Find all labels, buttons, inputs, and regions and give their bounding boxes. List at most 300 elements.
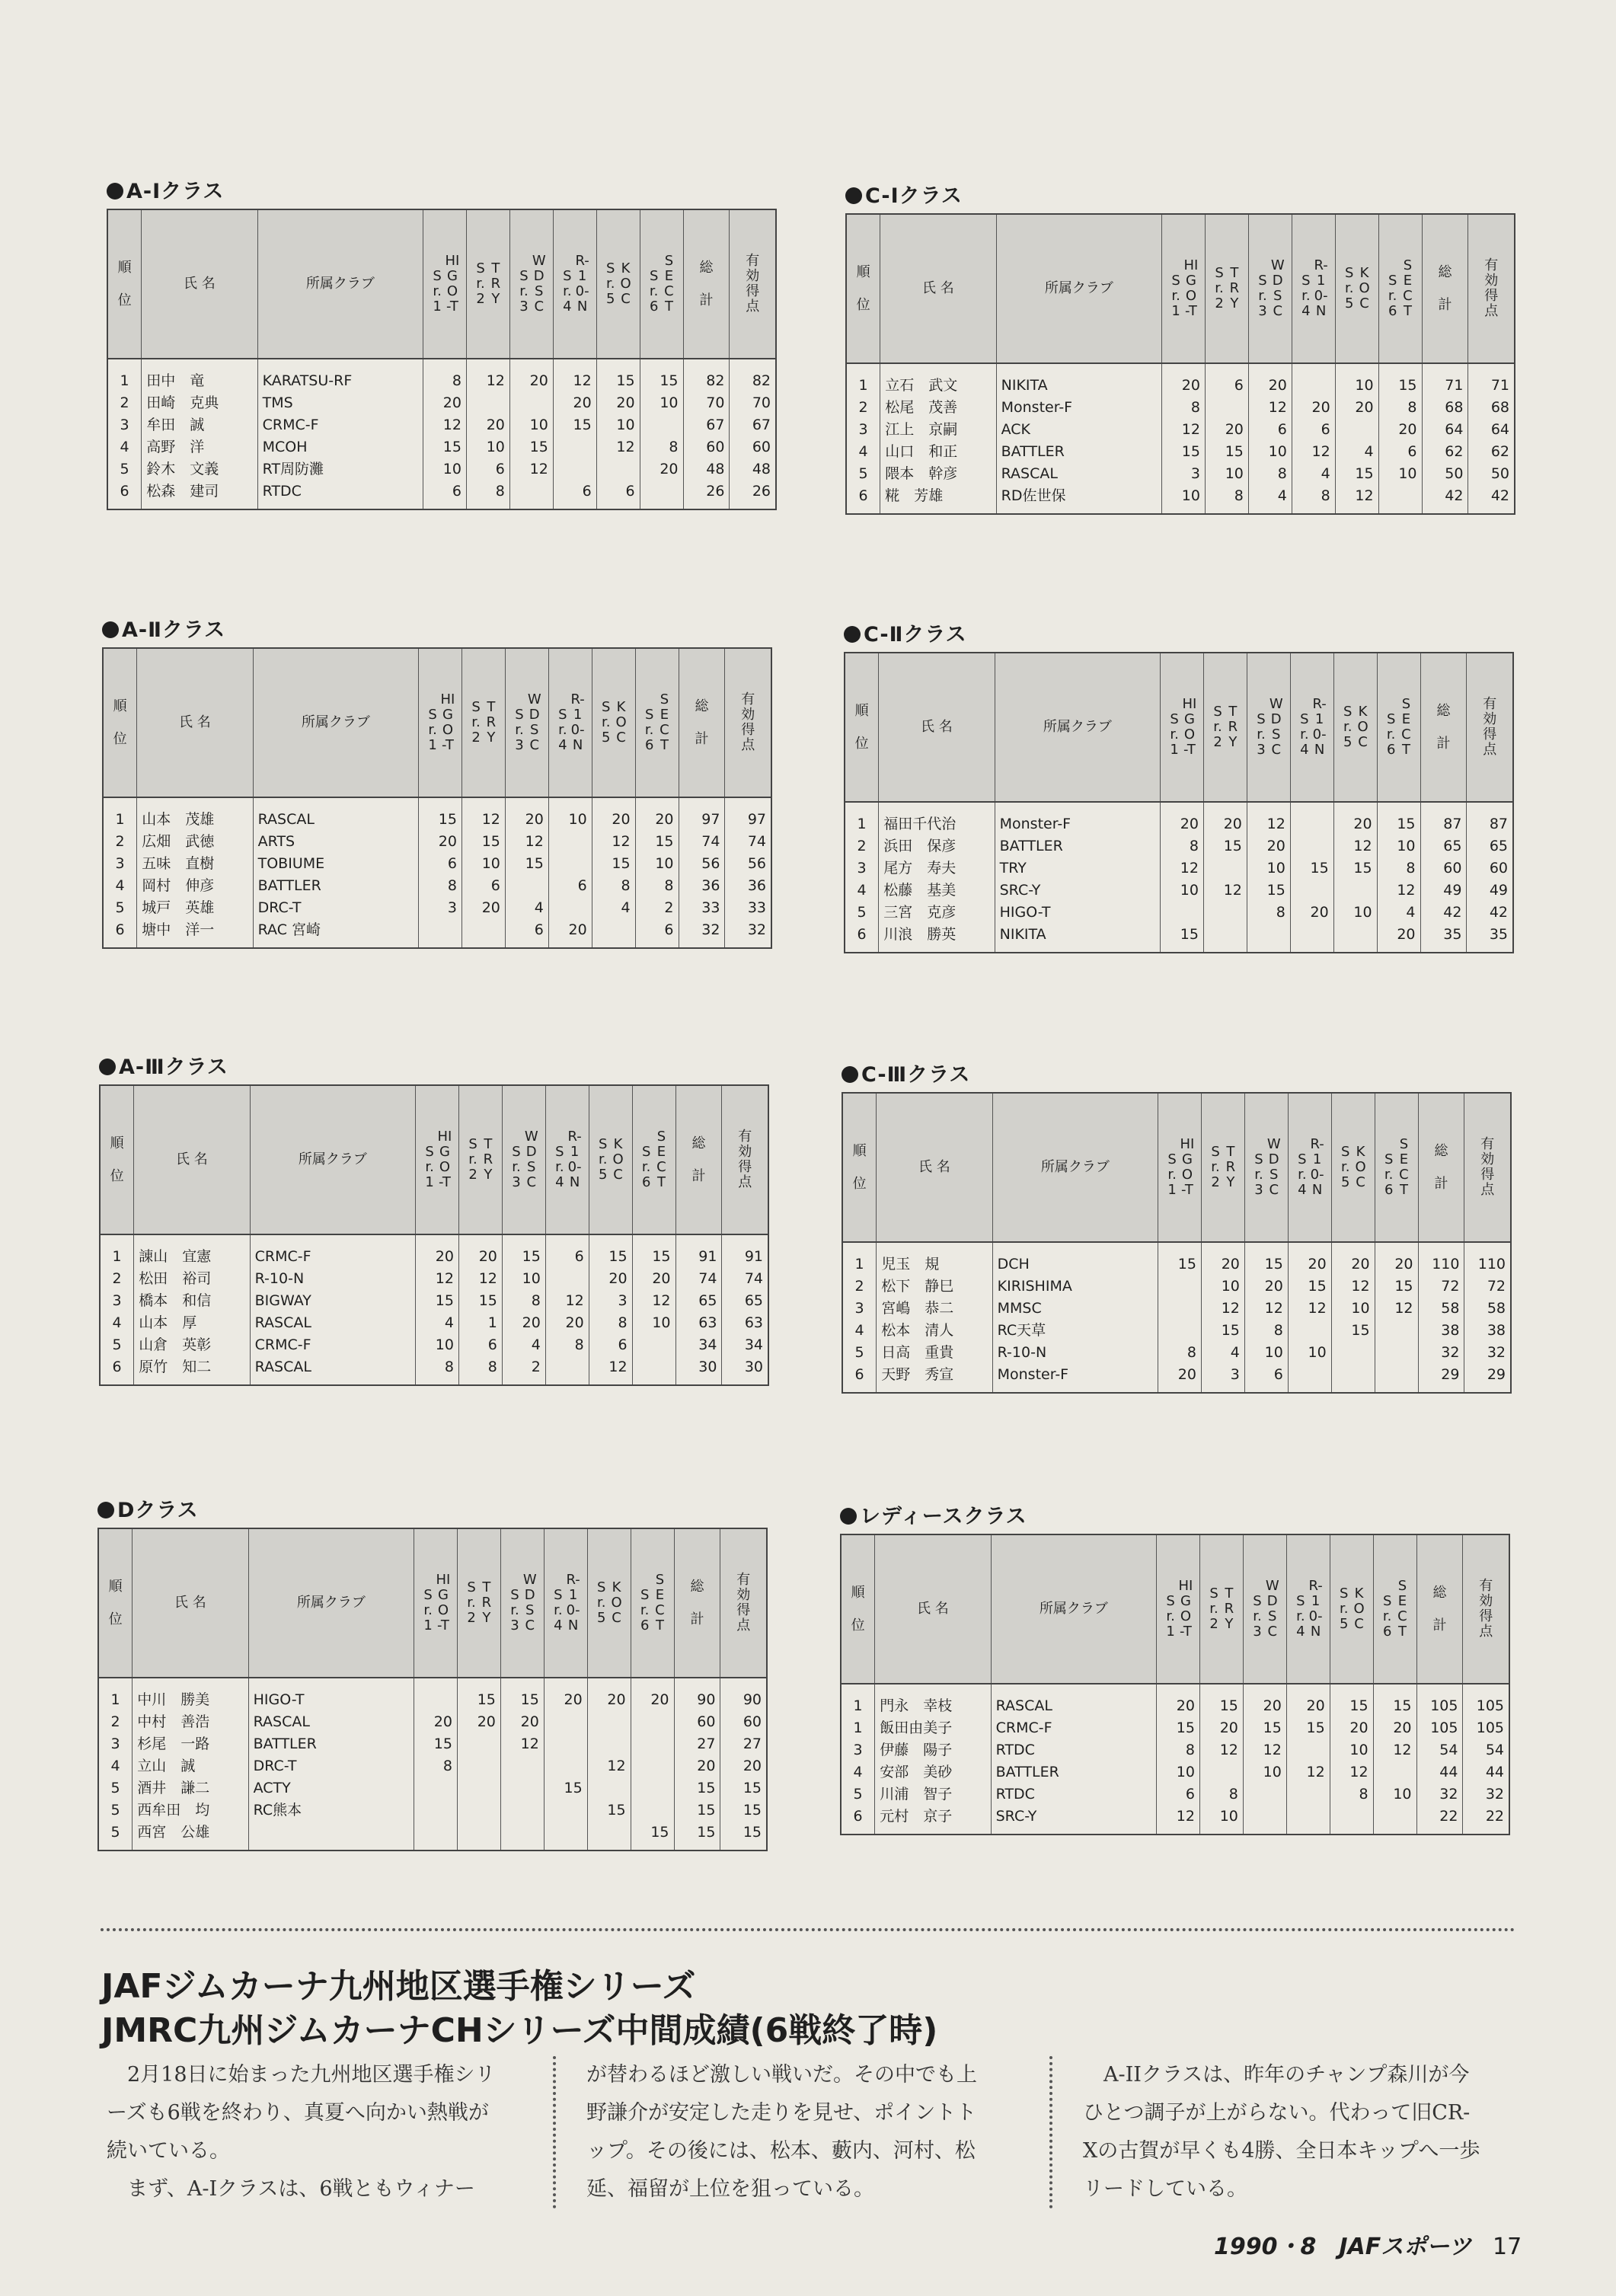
- club-cell: RASCAL: [248, 1711, 414, 1733]
- header-name: 氏 名: [880, 214, 996, 363]
- rank-cell: 4: [107, 436, 142, 458]
- name-cell: 尾方 寿夫: [879, 857, 995, 880]
- round-number: Sr.6: [1384, 1151, 1394, 1198]
- score-cell: [548, 831, 592, 853]
- score-cell: 20: [509, 359, 553, 392]
- score-cell: [414, 1777, 458, 1799]
- header-total-char: 総: [691, 1135, 706, 1151]
- round-number: Sr.3: [519, 268, 529, 315]
- header-club: 所属クラブ: [253, 648, 418, 797]
- score-cell: 6: [545, 1234, 589, 1268]
- score-cell: 20: [640, 458, 683, 481]
- score-cell: [631, 1799, 674, 1822]
- article-column-3: [1083, 2056, 1509, 2208]
- valid-cell: 42: [1467, 902, 1513, 924]
- score-cell: 15: [1199, 1684, 1243, 1717]
- table-row: [846, 397, 1515, 419]
- club-cell: RASCAL: [991, 1684, 1156, 1717]
- total-cell: 62: [1422, 441, 1468, 463]
- rank-cell: 5: [98, 1777, 133, 1799]
- score-cell: 8: [423, 359, 467, 392]
- name-cell: 原竹 知二: [134, 1356, 250, 1385]
- header-total-char: 総: [1434, 1142, 1448, 1159]
- score-cell: [457, 1733, 500, 1755]
- score-cell: 20: [1331, 1242, 1375, 1276]
- score-cell: [640, 481, 683, 509]
- score-cell: 20: [414, 1711, 458, 1733]
- valid-cell: 20: [720, 1755, 767, 1777]
- score-cell: 15: [635, 831, 679, 853]
- score-cell: 4: [505, 897, 548, 919]
- round-number: Sr.1: [425, 1144, 434, 1190]
- name-cell: 西牟田 均: [133, 1799, 248, 1822]
- valid-cell: 90: [720, 1678, 767, 1711]
- name-cell: 高野 洋: [142, 436, 257, 458]
- score-cell: [1288, 1364, 1331, 1393]
- club-cell: RC熊本: [248, 1799, 414, 1822]
- score-cell: 12: [416, 1268, 459, 1290]
- score-cell: 10: [461, 853, 505, 875]
- rank-cell: 5: [842, 1342, 877, 1364]
- round-number: Sr.1: [1170, 711, 1179, 758]
- header-total-char: 総: [1432, 1584, 1447, 1601]
- header-rank-char: 位: [110, 1168, 124, 1184]
- rank-cell: 5: [846, 463, 880, 485]
- score-cell: [509, 392, 553, 414]
- table-row: [100, 1312, 768, 1334]
- round-event: KOC: [612, 1136, 624, 1183]
- bullet-icon: [107, 183, 123, 200]
- score-cell: 15: [1158, 1242, 1202, 1276]
- total-cell: 44: [1416, 1761, 1463, 1783]
- round-number: Sr.4: [554, 1587, 563, 1633]
- header-round: [1335, 214, 1378, 363]
- club-cell: Monster-F: [992, 1364, 1158, 1393]
- round-event: R-10-N: [567, 1129, 582, 1190]
- score-cell: 12: [1203, 880, 1247, 902]
- valid-cell: 87: [1467, 802, 1513, 835]
- score-cell: 10: [416, 1334, 459, 1356]
- total-cell: 38: [1418, 1320, 1464, 1342]
- round-event: WDSC: [1266, 1136, 1281, 1198]
- score-cell: 10: [1162, 485, 1206, 514]
- header-total-char: 計: [699, 292, 714, 308]
- header-round: [631, 1528, 674, 1678]
- score-cell: 6: [1248, 419, 1292, 441]
- rank-cell: 4: [842, 1320, 877, 1342]
- score-cell: 15: [1335, 463, 1378, 485]
- round-event: R-10-N: [570, 691, 585, 753]
- round-number: Sr.5: [597, 1579, 606, 1626]
- header-total: [674, 1528, 720, 1678]
- valid-cell: 60: [1467, 857, 1513, 880]
- score-cell: 10: [502, 1268, 545, 1290]
- valid-cell: 32: [1464, 1342, 1511, 1364]
- club-cell: [248, 1822, 414, 1851]
- header-total: [1418, 1093, 1464, 1242]
- score-cell: 15: [458, 1290, 502, 1312]
- score-cell: 20: [1288, 1242, 1331, 1276]
- header-round: [1205, 214, 1248, 363]
- score-cell: 12: [1331, 1276, 1375, 1298]
- header-club: 所属クラブ: [995, 653, 1160, 802]
- rank-cell: 3: [841, 1739, 875, 1761]
- table-row: [107, 359, 776, 392]
- valid-cell: 58: [1464, 1298, 1511, 1320]
- total-cell: 20: [674, 1755, 720, 1777]
- score-cell: 15: [457, 1678, 500, 1711]
- round-number: Sr.1: [1166, 1593, 1175, 1640]
- bullet-icon: [840, 1508, 857, 1525]
- score-cell: 8: [1199, 1783, 1243, 1806]
- total-cell: 26: [683, 481, 730, 509]
- header-rank-char: 順: [854, 702, 869, 719]
- name-cell: 松森 建司: [142, 481, 257, 509]
- score-cell: 12: [1333, 835, 1377, 857]
- total-cell: 65: [1420, 835, 1467, 857]
- round-number: Sr.6: [1386, 711, 1396, 758]
- text-line: まず、A-Iクラスは、6戦ともウィナー: [107, 2177, 475, 2201]
- header-name: 氏 名: [877, 1093, 992, 1242]
- score-cell: 6: [461, 875, 505, 897]
- rank-cell: 1: [841, 1717, 875, 1739]
- round-number: Sr.5: [599, 1136, 608, 1183]
- header-rank: [846, 214, 880, 363]
- column-divider: [1049, 2056, 1052, 2208]
- score-cell: 12: [458, 1268, 502, 1290]
- class-section: [842, 1059, 1512, 1394]
- score-cell: [457, 1777, 500, 1799]
- table-row: [103, 853, 771, 875]
- score-cell: [596, 458, 640, 481]
- name-cell: 三宮 克彦: [879, 902, 995, 924]
- round-event: KOC: [1353, 1585, 1365, 1632]
- club-cell: TRY: [995, 857, 1160, 880]
- round-event: R-10-N: [575, 253, 589, 315]
- valid-cell: 22: [1463, 1806, 1509, 1835]
- club-cell: HIGO-T: [248, 1678, 414, 1711]
- header-round: [1331, 1093, 1375, 1242]
- table-row: [846, 363, 1515, 397]
- score-cell: 8: [1377, 857, 1420, 880]
- class-title: [107, 175, 777, 209]
- score-cell: 10: [635, 853, 679, 875]
- header-name: 氏 名: [875, 1534, 991, 1684]
- round-number: Sr.4: [1296, 1593, 1305, 1640]
- score-cell: 8: [635, 875, 679, 897]
- round-event: SECT: [1401, 696, 1411, 758]
- club-cell: ARTS: [253, 831, 418, 853]
- valid-cell: 36: [725, 875, 771, 897]
- club-cell: RC天草: [992, 1320, 1158, 1342]
- score-cell: 20: [635, 797, 679, 831]
- rank-cell: 3: [846, 419, 880, 441]
- header-valid: [1467, 653, 1513, 802]
- score-cell: 12: [509, 458, 553, 481]
- header-round: [1373, 1534, 1416, 1684]
- score-cell: 12: [1248, 397, 1292, 419]
- header-round: [1290, 653, 1333, 802]
- column-divider: [553, 2056, 556, 2208]
- round-event: TRY: [486, 699, 497, 746]
- score-cell: 12: [1199, 1739, 1243, 1761]
- score-cell: 20: [461, 897, 505, 919]
- header-valid: [722, 1085, 768, 1234]
- table-row: [100, 1356, 768, 1385]
- header-round: [1157, 1534, 1200, 1684]
- round-event: TRY: [483, 1136, 493, 1183]
- round-number: Sr.2: [468, 1136, 477, 1183]
- score-cell: [457, 1822, 500, 1851]
- valid-cell: 60: [720, 1711, 767, 1733]
- text-line: ひとつ調子が上がらない。代わって旧CR-: [1083, 2101, 1471, 2125]
- score-cell: 6: [466, 458, 509, 481]
- table-row: [103, 875, 771, 897]
- rank-cell: 3: [845, 857, 879, 880]
- score-cell: 20: [1335, 397, 1378, 419]
- header-total-char: 総: [1436, 702, 1451, 719]
- table-row: [98, 1733, 767, 1755]
- rank-cell: 4: [846, 441, 880, 463]
- score-cell: [1335, 419, 1378, 441]
- score-cell: [544, 1799, 587, 1822]
- valid-cell: 110: [1464, 1242, 1511, 1276]
- total-cell: 30: [675, 1356, 722, 1385]
- table-row: [98, 1711, 767, 1733]
- score-cell: 20: [587, 1678, 631, 1711]
- table-row: [842, 1276, 1511, 1298]
- rank-cell: 4: [103, 875, 137, 897]
- score-cell: [545, 1356, 589, 1385]
- club-cell: RASCAL: [250, 1312, 415, 1334]
- score-cell: [1290, 924, 1333, 953]
- table-row: [841, 1684, 1509, 1717]
- header-round: [589, 1085, 632, 1234]
- score-cell: 20: [419, 831, 462, 853]
- name-cell: 酒井 謙二: [133, 1777, 248, 1799]
- round-event: WDSC: [1270, 257, 1285, 319]
- header-total-char: 総: [695, 698, 709, 714]
- score-cell: [640, 414, 683, 436]
- total-cell: 56: [679, 853, 725, 875]
- table-row: [845, 802, 1513, 835]
- results-table: [845, 213, 1515, 515]
- score-cell: 12: [461, 797, 505, 831]
- bullet-icon: [102, 621, 119, 638]
- round-number: Sr.1: [423, 1587, 433, 1633]
- score-cell: 20: [500, 1711, 544, 1733]
- valid-cell: 65: [722, 1290, 768, 1312]
- round-event: HIGO-T: [436, 1572, 451, 1633]
- score-cell: [1243, 1783, 1286, 1806]
- valid-cell: 105: [1463, 1717, 1509, 1739]
- score-cell: 20: [596, 392, 640, 414]
- name-cell: 西宮 公雄: [133, 1822, 248, 1851]
- club-cell: RD佐世保: [996, 485, 1161, 514]
- rank-cell: 2: [100, 1268, 134, 1290]
- header-club: 所属クラブ: [250, 1085, 415, 1234]
- total-cell: 42: [1422, 485, 1468, 514]
- score-cell: [632, 1334, 675, 1356]
- valid-cell: 44: [1463, 1761, 1509, 1783]
- valid-cell: 50: [1468, 463, 1515, 485]
- name-cell: 中村 善浩: [133, 1711, 248, 1733]
- score-cell: 12: [1373, 1739, 1416, 1761]
- bullet-icon: [842, 1066, 858, 1083]
- score-cell: 15: [587, 1799, 631, 1822]
- round-number: Sr.1: [1171, 273, 1180, 319]
- score-cell: [1247, 924, 1290, 953]
- name-cell: 松尾 茂善: [880, 397, 996, 419]
- header-rank: [845, 653, 879, 802]
- header-club: 所属クラブ: [991, 1534, 1156, 1684]
- total-cell: 35: [1420, 924, 1467, 953]
- round-number: Sr.6: [644, 707, 654, 753]
- header-name: 氏 名: [134, 1085, 250, 1234]
- score-cell: [1378, 485, 1422, 514]
- round-event: SECT: [656, 1129, 666, 1190]
- header-round: [502, 1085, 545, 1234]
- total-cell: 72: [1418, 1276, 1464, 1298]
- round-number: Sr.6: [1388, 273, 1397, 319]
- score-cell: 15: [632, 1234, 675, 1268]
- score-cell: 15: [414, 1733, 458, 1755]
- round-number: Sr.4: [563, 268, 572, 315]
- score-cell: 10: [1205, 463, 1248, 485]
- table-row: [98, 1755, 767, 1777]
- table-row: [841, 1783, 1509, 1806]
- header-round: [1203, 653, 1247, 802]
- table-row: [845, 902, 1513, 924]
- total-cell: 42: [1420, 902, 1467, 924]
- total-cell: 48: [683, 458, 730, 481]
- valid-cell: 72: [1464, 1276, 1511, 1298]
- club-cell: DCH: [992, 1242, 1158, 1276]
- total-cell: 65: [675, 1290, 722, 1312]
- score-cell: 8: [1248, 463, 1292, 485]
- score-cell: 8: [545, 1334, 589, 1356]
- score-cell: 20: [1333, 802, 1377, 835]
- table-row: [845, 924, 1513, 953]
- round-number: Sr.3: [1257, 711, 1266, 758]
- header-round: [1286, 1534, 1330, 1684]
- class-title-text: A-Ⅱクラス: [122, 618, 226, 642]
- header-round: [632, 1085, 675, 1234]
- article-heading-2: JMRC九州ジムカーナCHシリーズ中間成績(6戦終了時): [101, 2011, 938, 2050]
- score-cell: 8: [640, 436, 683, 458]
- score-cell: [1333, 880, 1377, 902]
- header-round: [1375, 1093, 1418, 1242]
- round-event: HIGO-T: [1182, 696, 1197, 758]
- score-cell: 12: [1288, 1298, 1331, 1320]
- round-event: HIGO-T: [1178, 1578, 1193, 1640]
- valid-cell: 29: [1464, 1364, 1511, 1393]
- total-cell: 15: [674, 1777, 720, 1799]
- club-cell: BIGWAY: [250, 1290, 415, 1312]
- name-cell: 岡村 伸彦: [137, 875, 253, 897]
- results-table: [99, 1084, 769, 1386]
- results-table: [840, 1534, 1510, 1835]
- table-row: [103, 897, 771, 919]
- score-cell: [1330, 1806, 1373, 1835]
- score-cell: 15: [640, 359, 683, 392]
- table-row: [845, 880, 1513, 902]
- club-cell: NIKITA: [996, 363, 1161, 397]
- round-event: R-10-N: [1308, 1578, 1323, 1640]
- total-cell: 54: [1416, 1739, 1463, 1761]
- header-round: [419, 648, 462, 797]
- score-cell: [414, 1799, 458, 1822]
- score-cell: 20: [1199, 1717, 1243, 1739]
- rank-cell: 5: [841, 1783, 875, 1806]
- class-section: [845, 180, 1515, 515]
- table-row: [98, 1777, 767, 1799]
- score-cell: 10: [596, 414, 640, 436]
- score-cell: [1290, 880, 1333, 902]
- score-cell: [500, 1799, 544, 1822]
- score-cell: 8: [414, 1755, 458, 1777]
- club-cell: DRC-T: [253, 897, 418, 919]
- round-event: WDSC: [527, 691, 541, 753]
- total-cell: 15: [674, 1822, 720, 1851]
- round-event: HIGO-T: [445, 253, 460, 315]
- round-event: KOC: [1355, 1144, 1366, 1190]
- valid-cell: 70: [730, 392, 776, 414]
- class-title-text: C-Ⅲクラス: [861, 1063, 971, 1087]
- score-cell: 20: [1286, 1684, 1330, 1717]
- total-cell: 33: [679, 897, 725, 919]
- club-cell: MCOH: [257, 436, 423, 458]
- header-valid-text: 有効得点: [741, 691, 755, 753]
- table-row: [845, 835, 1513, 857]
- score-cell: 12: [505, 831, 548, 853]
- table-row: [842, 1364, 1511, 1393]
- table-row: [100, 1334, 768, 1356]
- score-cell: 20: [466, 414, 509, 436]
- header-total-char: 総: [699, 259, 714, 276]
- score-cell: [631, 1733, 674, 1755]
- page-number: 17: [1493, 2234, 1522, 2260]
- total-cell: 74: [675, 1268, 722, 1290]
- score-cell: 15: [596, 359, 640, 392]
- score-cell: 10: [548, 797, 592, 831]
- header-round: [1377, 653, 1420, 802]
- name-cell: 鈴木 文義: [142, 458, 257, 481]
- round-event: SECT: [1399, 1136, 1409, 1198]
- header-round: [500, 1528, 544, 1678]
- issue-label: 1990・8 JAFスポーツ: [1214, 2234, 1472, 2260]
- score-cell: [1373, 1806, 1416, 1835]
- score-cell: 12: [1244, 1298, 1288, 1320]
- table-row: [103, 831, 771, 853]
- score-cell: 6: [589, 1334, 632, 1356]
- rank-cell: 1: [841, 1684, 875, 1717]
- score-cell: 20: [1203, 802, 1247, 835]
- rank-cell: 1: [845, 802, 879, 835]
- score-cell: [1292, 363, 1335, 397]
- name-cell: 福田千代治: [879, 802, 995, 835]
- total-cell: 32: [679, 919, 725, 948]
- score-cell: 15: [553, 414, 596, 436]
- header-total: [679, 648, 725, 797]
- round-number: Sr.3: [512, 1144, 521, 1190]
- table-row: [107, 436, 776, 458]
- score-cell: 15: [1161, 924, 1204, 953]
- name-cell: 立山 誠: [133, 1755, 248, 1777]
- round-event: R-10-N: [1312, 696, 1327, 758]
- score-cell: 12: [1201, 1298, 1244, 1320]
- score-cell: 15: [1244, 1242, 1288, 1276]
